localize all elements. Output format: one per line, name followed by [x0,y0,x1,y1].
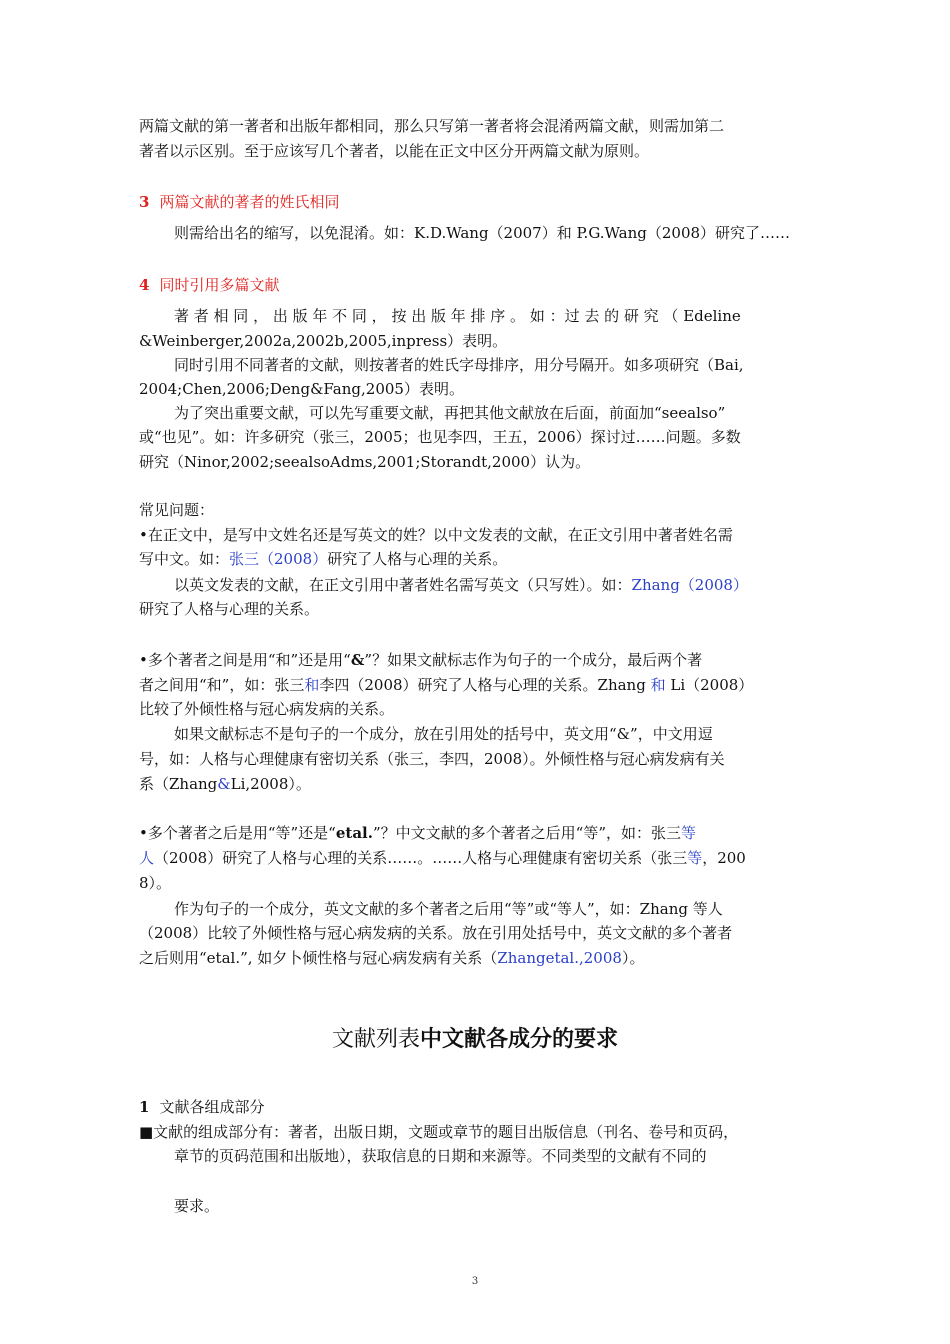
paragraph-line: 则需给出名的缩写，以免混淆。如：K.D.Wang（2007）和 P.G.Wang（2008）研究了…… [174,224,791,242]
text: ，200 [702,849,746,867]
heading-text: 两篇文献的著者的姓氏相同 [159,193,340,211]
paragraph-line: 两篇文献的第一著者和出版年都相同，那么只写第一著者将会混淆两篇文献，则需加第二 [139,117,725,135]
bullet-line: 章节的页码范围和出版地），获取信息的日期和来源等。不同类型的文献有不同的 [174,1147,707,1165]
heading-text: 同时引用多篇文献 [159,276,280,294]
faq-line: 如果文献标志不是句子的一个成分，放在引用处的括号中，英文用“&”，中文用逗 [174,725,713,743]
text: ”？如果文献标志作为句子的一个成分，最后两个著 [364,651,703,669]
highlight-text: 和 [650,676,666,694]
faq-line: 号，如：人格与心理健康有密切关系（张三，李四，2008）。外倾性格与冠心病发病有关 [139,750,725,768]
faq-line [139,846,817,870]
list-number: 1 [139,1098,150,1116]
heading-number: 4 [139,276,150,294]
faq-line: （2008）比较了外倾性格与冠心病发病的关系。放在引用处括号中，英文文献的多个著者 [139,924,733,942]
text: （2008）研究了人格与心理的关系……。……人格与心理健康有密切关系（张三 [154,849,688,867]
text: •多个著者之后是用“等”还是“ [139,824,336,842]
faq-line: 8）。 [139,874,172,892]
text: •多个著者之间是用“和”还是用“ [139,651,351,669]
text: 以英文发表的文献，在正文引用中著者姓名需写英文（只写姓）。如： [174,576,632,594]
paragraph-line: &Weinberger,2002a,2002b,2005,inpress）表明。 [139,332,508,350]
highlight-text: & [217,775,231,793]
paragraph-line: 著者以示区别。至于应该写几个著者，以能在正文中区分开两篇文献为原则。 [139,142,650,160]
citation-link: Zhangetal.,2008 [497,949,622,967]
section-title [0,1024,950,1056]
paragraph-line: 或“也见”。如：许多研究（张三，2005；也见李四，王五，2006）探讨过……问题。多数 [139,428,741,446]
bullet-line: ■文献的组成部分有：著者，出版日期，文题或章节的题目出版信息（刊名、卷号和页码， [139,1123,739,1141]
faq-line [139,821,817,845]
highlight-text: 等 [687,849,703,867]
text: 李四（2008）研究了人格与心理的关系。Zhang [319,676,651,694]
paragraph-line: 2004;Chen,2006;Deng&Fang,2005）表明。 [139,380,464,398]
highlight-text: 等 [681,824,697,842]
paragraph-line: 同时引用不同著者的文献，则按著者的姓氏字母排序，用分号隔开。如多项研究（Bai, [174,356,744,374]
section-title-normal: 文献列表 [331,1027,420,1052]
faq-line [139,547,817,571]
paragraph-line: 研究（Ninor,2002;seealsoAdms,2001;Storandt,2000）认为。 [139,453,591,471]
faq-line: 研究了人格与心理的关系。 [139,600,320,618]
heading-number: 3 [139,193,150,211]
faq-line [139,946,817,970]
faq-line: •在正文中，是写中文姓名还是写英文的姓？以中文发表的文献，在正文引用中著者姓名需 [139,526,733,544]
text-bold: etal. [335,824,373,842]
faq-line [174,573,817,597]
text: 系（Zhang [139,775,218,793]
citation-link: Zhang（2008） [631,576,748,594]
faq-line [139,772,817,796]
heading-4 [139,273,817,297]
faq-line: 作为句子的一个成分，英文文献的多个著者之后用“等”或“等人”，如：Zhang 等人 [174,900,723,918]
text: 者之间用“和”，如：张三 [139,676,305,694]
text: Li,2008）。 [230,775,311,793]
highlight-text: 人 [139,849,155,867]
faq-line: 比较了外倾性格与冠心病发病的关系。 [139,700,395,718]
paragraph-line: 著 者 相 同 ， 出 版 年 不 同 ， 按 出 版 年 排 序 。 如 ：过 去 的 研 究 （ Edeline [174,307,741,325]
highlight-text: 和 [304,676,320,694]
bullet-line: 要求。 [174,1197,220,1215]
section-title-bold: 中文献各成分的要求 [420,1027,619,1052]
text: 写中文。如： [139,550,230,568]
list-heading [139,1095,817,1119]
text-bold: & [350,651,365,669]
text: 之后则用“etal.”, 如夕卜倾性格与冠心病发病有关系（ [139,949,498,967]
faq-line [139,673,817,697]
citation-link: 张三（2008） [229,550,328,568]
list-heading-text: 文献各组成部分 [159,1098,265,1116]
paragraph-line: 为了突出重要文献，可以先写重要文献，再把其他文献放在后面，前面加“seealso” [174,404,726,422]
faq-title: 常见问题： [139,501,215,519]
text: Li（2008） [665,676,754,694]
text: 研究了人格与心理的关系。 [327,550,508,568]
faq-line [139,648,817,672]
text: ）。 [621,949,645,967]
heading-3 [139,190,817,214]
text: ”？中文文献的多个著者之后用“等”，如：张三 [372,824,681,842]
page-number: 3 [471,1276,479,1287]
